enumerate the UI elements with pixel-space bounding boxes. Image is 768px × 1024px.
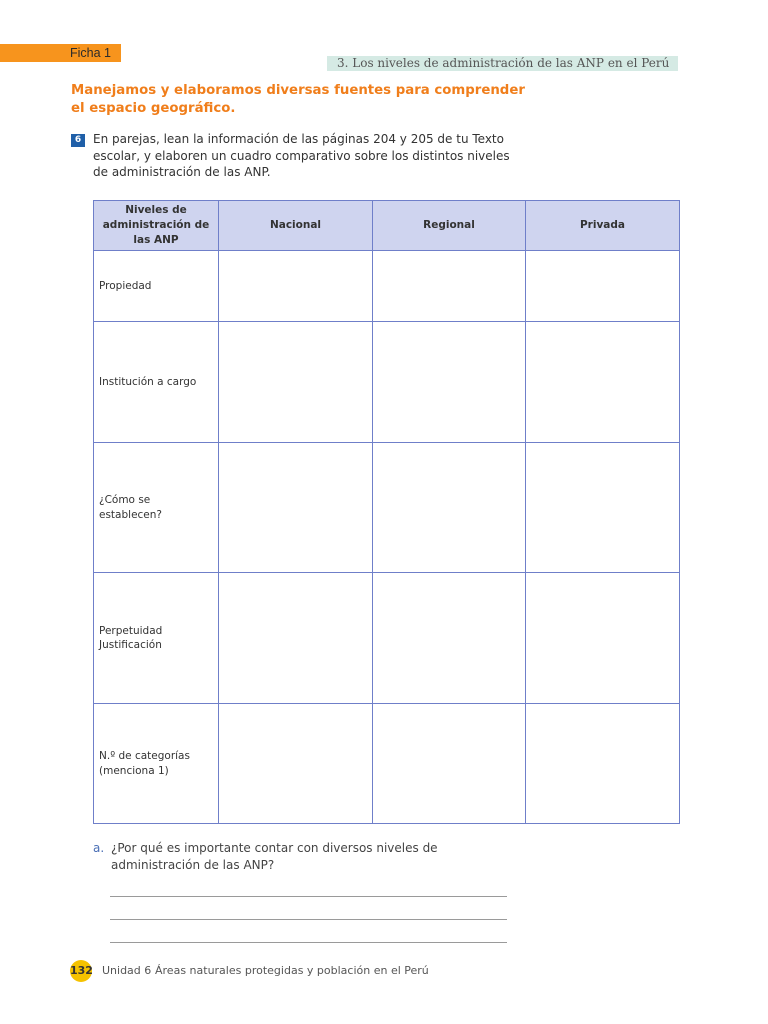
answer-cell[interactable] [526, 573, 680, 704]
answer-cell[interactable] [219, 443, 373, 573]
header-cell-levels: Niveles de administración de las ANP [94, 201, 219, 251]
table-row [94, 251, 680, 322]
answer-cell[interactable] [373, 443, 526, 573]
ficha-label: Ficha 1 [70, 46, 111, 60]
sub-question-text: ¿Por qué es importante contar con diversos niveles de administración de las ANP? [111, 841, 438, 872]
table-row [94, 704, 680, 824]
question-number-badge: 6 [71, 134, 85, 147]
answer-line[interactable] [110, 896, 507, 897]
row-label-categorias: N.º de categorías (menciona 1) [94, 704, 219, 824]
section-title: 3. Los niveles de administración de las ANP en el Perú [337, 56, 670, 70]
table-row [94, 573, 680, 704]
comparison-table [93, 200, 680, 824]
row-label-institucion: Institución a cargo [94, 322, 219, 443]
row-label-propiedad: Propiedad [94, 251, 219, 322]
answer-cell[interactable] [526, 443, 680, 573]
footer-unit-title: Áreas naturales protegidas y población en el Perú [155, 964, 429, 977]
footer-unit: Unidad 6 [102, 964, 152, 977]
answer-cell[interactable] [373, 322, 526, 443]
header-cell-privada: Privada [526, 201, 680, 251]
answer-cell[interactable] [526, 322, 680, 443]
answer-line[interactable] [110, 942, 507, 943]
activity-heading: Manejamos y elaboramos diversas fuentes para comprender el espacio geográfico. [71, 83, 525, 116]
header-cell-nacional: Nacional [219, 201, 373, 251]
answer-cell[interactable] [219, 704, 373, 824]
answer-cell[interactable] [373, 573, 526, 704]
answer-cell[interactable] [373, 704, 526, 824]
header-cell-regional: Regional [373, 201, 526, 251]
answer-cell[interactable] [373, 251, 526, 322]
table-row [94, 322, 680, 443]
row-label-como-se-establecen: ¿Cómo se establecen? [94, 443, 219, 573]
table-header-row [94, 201, 680, 251]
answer-cell[interactable] [219, 573, 373, 704]
answer-cell[interactable] [219, 322, 373, 443]
table-row [94, 443, 680, 573]
question-text: En parejas, lean la información de las páginas 204 y 205 de tu Texto escolar, y elaboren un cuadro comparativo sobre los distintos niveles de administración de las ANP. [93, 132, 510, 179]
sub-question-letter: a. [93, 841, 105, 855]
answer-line[interactable] [110, 919, 507, 920]
answer-cell[interactable] [526, 704, 680, 824]
page-number: 132 [70, 960, 92, 982]
answer-cell[interactable] [526, 251, 680, 322]
answer-cell[interactable] [219, 251, 373, 322]
row-label-perpetuidad: Perpetuidad Justificación [94, 573, 219, 704]
